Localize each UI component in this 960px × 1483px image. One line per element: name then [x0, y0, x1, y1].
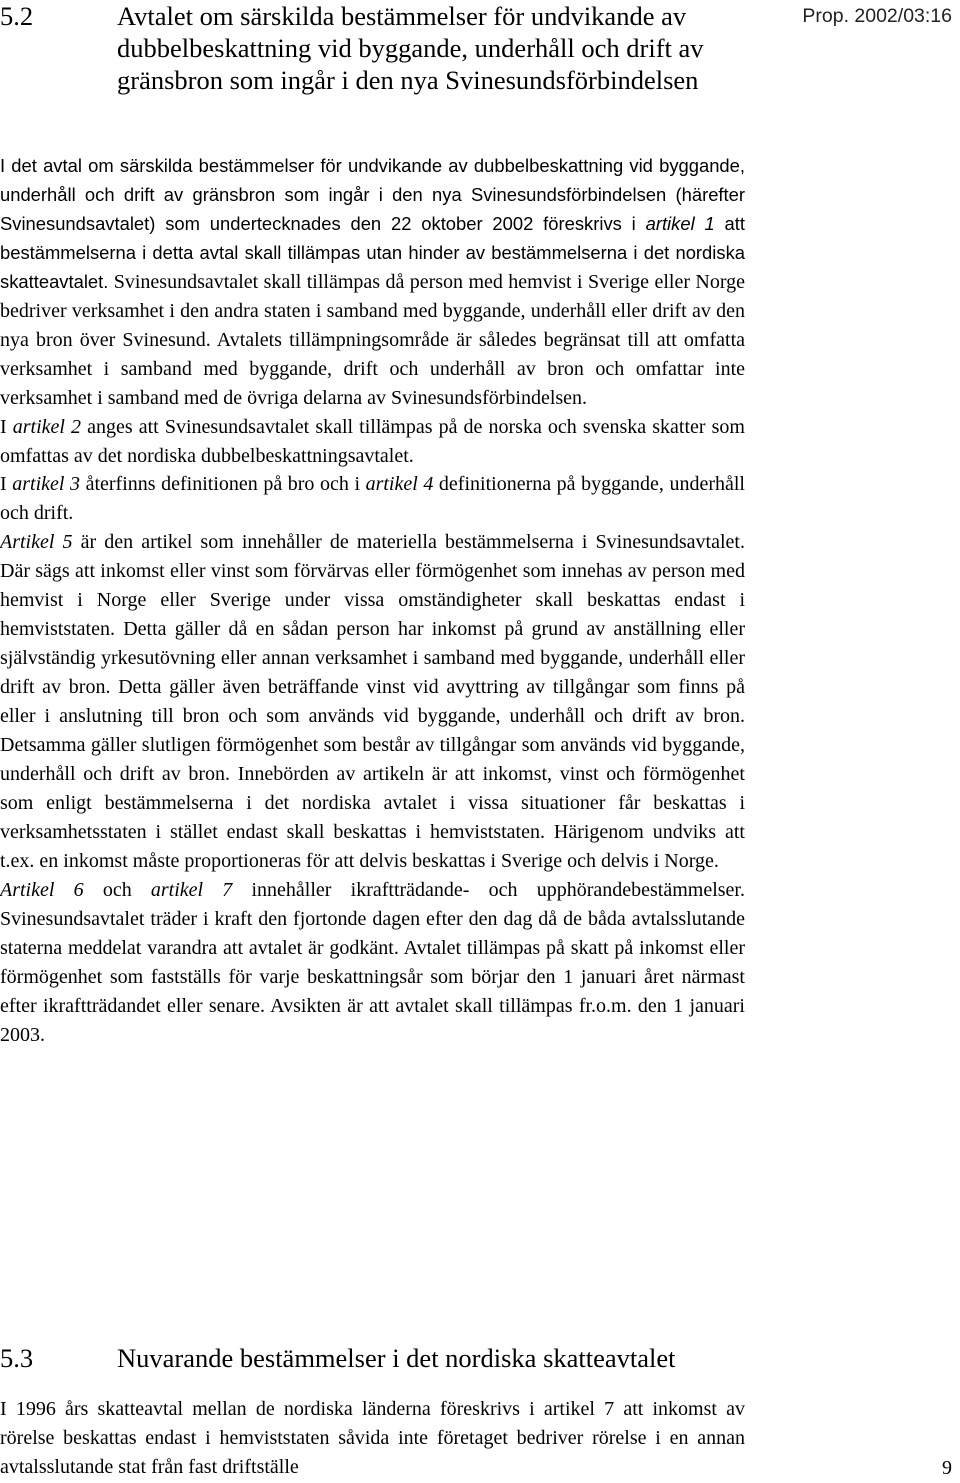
text-run: I: [0, 415, 13, 438]
section-title: Avtalet om särskilda bestämmelser för undvikande av dubbelbeskattning vid byggande, underhåll och drift av gränsbron som ingår i den nya Svinesundsförbindelsen: [117, 1, 704, 95]
text-run: anges att Svinesundsavtalet skall tillämpas på de norska och svenska skatter som omfattas av det nordiska dubbelbeskattningsavtalet.: [0, 415, 745, 467]
text-run: är den artikel som innehåller de materiella bestämmelserna i Svinesundsavtalet. Där sägs att inkomst eller vinst som förvärvas eller förmögenhet som innehas av person med hemvist i Norge eller Sverige under vissa omständigheter skall beskattas endast i hemviststaten. Detta gäller då en sådan person har inkomst på grund av anställning eller självständig yrkesutövning eller annan verksamhet i samband med byggande, underhåll eller drift av bron. Detta gäller även beträffande vinst vid avyttring av tillgångar som finns på eller i anslutning till bron och som används vid byggande, underhåll och drift av bron. Detsamma gäller slutligen förmögenhet som består av tillgångar som används vid byggande, underhåll och drift av bron. Innebörden av artikeln är att inkomst, vinst och förmögenhet som enligt bestämmelserna i det nordiska avtalet i vissa situationer får beskattas i verksamhetsstaten i stället endast skall beskattas i hemviststaten. Härigenom undviks att t.ex. en inkomst måste proportioneras för att delvis beskattas i Sverige och delvis i Norge.: [0, 531, 745, 872]
article-reference: artikel 3: [12, 473, 81, 496]
section-body-5-3: [0, 1395, 745, 1482]
article-reference: artikel 1: [645, 212, 715, 234]
text-run: I det avtal om särskilda bestämmelser för undvikande av dubbelbeskattning vid byggande, underhåll och drift av gränsbron som ingår i den nya Svinesundsförbindelsen (härefter Svinesundsavtalet) som undertecknades den 22 oktober 2002 föreskrivs i: [0, 155, 745, 234]
paragraph: [0, 470, 745, 528]
text-run: att bestämmelserna i detta avtal skall tillämpas utan hinder av bestämmelserna i det nordiska skatteavtalet.: [0, 212, 745, 292]
text-run: och: [83, 878, 151, 901]
text-run: Svinesundsavtalet skall tillämpas då person med hemvist i Sverige eller Norge bedriver verksamhet i den andra staten i samband med byggande, underhåll eller drift av den nya bron över Svinesund. Avtalets tillämpningsområde är således begränsat till att omfatta verksamhet i samband med byggande, drift och underhåll av bron och omfattar inte verksamhet i samband med de övriga delarna av Svinesundsförbindelsen.: [0, 270, 745, 409]
section-number: 5.2: [0, 1, 34, 31]
article-reference: artikel 4: [365, 473, 434, 496]
article-reference: Artikel 6: [0, 878, 84, 901]
paragraph: [0, 876, 745, 1050]
article-reference: artikel 2: [12, 415, 82, 438]
text-run: definitionerna på byggande, underhåll och drift.: [0, 473, 745, 525]
section-title: Nuvarande bestämmelser i det nordiska skatteavtalet: [117, 1343, 676, 1373]
text-run: I: [0, 473, 13, 496]
article-reference: Artikel 5: [0, 531, 73, 554]
article-reference: artikel 7: [150, 878, 233, 901]
section-body-5-2: [0, 152, 745, 1050]
page-number: 9: [942, 1457, 952, 1479]
paragraph: [0, 528, 745, 875]
text-run: innehåller ikraftträdande- och upphörandebestämmelser. Svinesundsavtalet träder i kraft den fjortonde dagen efter den dag då de båda avtalsslutande staterna meddelat varandra att avtalet är godkänt. Avtalet tillämpas på skatt på inkomst eller förmögenhet som fastställs för varje beskattningsår som börjar den 1 januari året närmast efter ikraftträdandet eller senare. Avsikten är att avtalet skall tillämpas fr.o.m. den 1 januari 2003.: [0, 878, 745, 1046]
text-run: återfinns definitionen på bro och i: [80, 473, 366, 496]
paragraph: [0, 152, 745, 413]
paragraph: I 1996 års skatteavtal mellan de nordiska länderna föreskrivs i artikel 7 att inkomst av rörelse beskattas endast i hemviststaten såvida inte företaget bedriver rörelse i en annan avtalsslutande stat från fast driftställe: [0, 1398, 745, 1478]
paragraph: [0, 413, 745, 471]
proposition-reference: Prop. 2002/03:16: [802, 5, 952, 27]
section-number: 5.3: [0, 1343, 34, 1373]
